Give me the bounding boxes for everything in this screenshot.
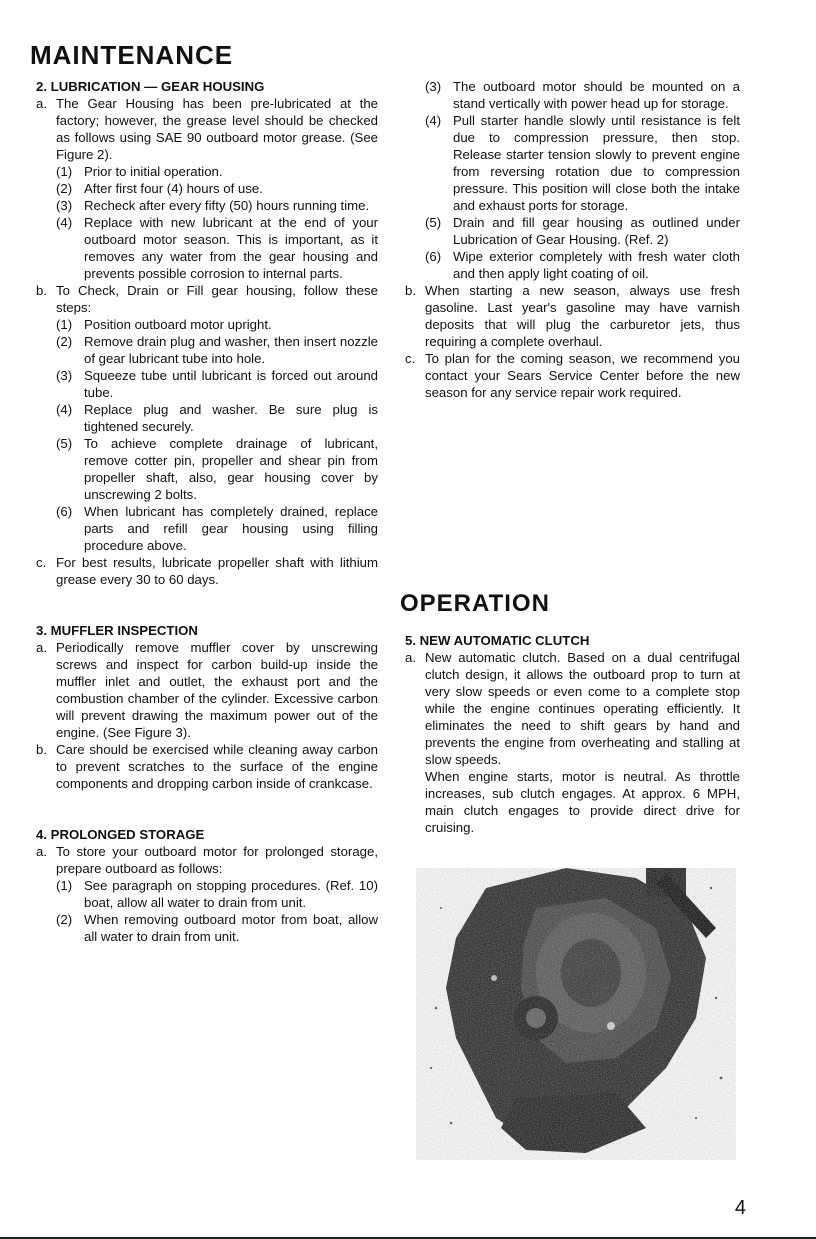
item-letter: a. [405, 650, 416, 665]
lubrication-a-subitem [36, 180, 378, 197]
storage-a-subitem [405, 78, 740, 112]
lubrication-item-c [36, 554, 378, 588]
subitem-text: See paragraph on stopping procedures. (Ref. 10) boat, allow all water to drain from unit. [84, 878, 378, 910]
subitem-text: Wipe exterior completely with fresh water cloth and then apply light coating of oil. [453, 249, 740, 281]
subitem-number: (2) [56, 912, 73, 927]
subitem-number: (1) [56, 164, 73, 179]
item-letter: c. [36, 555, 47, 570]
muffler-heading: 3. MUFFLER INSPECTION [36, 623, 198, 638]
subitem-text: The outboard motor should be mounted on a stand vertically with power head up for storage. [453, 79, 740, 111]
item-letter: a. [36, 96, 47, 111]
subitem-number: (6) [56, 504, 73, 519]
subitem-text: After first four (4) hours of use. [84, 181, 263, 196]
item-letter: a. [36, 640, 47, 655]
storage-a-subitem [36, 911, 378, 945]
item-text: New automatic clutch. Based on a dual centrifugal clutch design, it allows the outboard prop to turn at very slow speeds or even come to a complete stop while the engine continues operating efficiently. It eliminates the need to shift gears by hand and prevents the engine from overheating and stalling at slow speeds. [425, 650, 740, 767]
lubrication-b-subitem [36, 316, 378, 333]
lubrication-b-subitem [36, 503, 378, 554]
subitem-text: Squeeze tube until lubricant is forced out around tube. [84, 368, 378, 400]
lubrication-b-subitem [36, 367, 378, 401]
subitem-number: (2) [56, 334, 73, 349]
page-title: MAINTENANCE [30, 40, 234, 70]
storage-item-c [405, 350, 740, 401]
section-spacer [36, 588, 378, 622]
storage-heading: 4. PROLONGED STORAGE [36, 827, 205, 842]
left-column [36, 78, 378, 945]
right-column [405, 78, 740, 401]
operation-title: OPERATION [400, 590, 550, 617]
storage-a-subitem [405, 214, 740, 248]
item-text: When starting a new season, always use fresh gasoline. Last year's gasoline may have varnish deposits that will plug the carburetor jets, thus requiring a complete overhaul. [425, 283, 740, 349]
item-text: For best results, lubricate propeller shaft with lithium grease every 30 to 60 days. [56, 555, 378, 587]
subitem-number: (1) [56, 317, 73, 332]
subitem-number: (3) [425, 79, 442, 94]
item-text: To store your outboard motor for prolonged storage, prepare outboard as follows: [56, 844, 378, 876]
clutch-heading: 5. NEW AUTOMATIC CLUTCH [405, 633, 590, 648]
subitem-number: (3) [56, 368, 73, 383]
item-text: To Check, Drain or Fill gear housing, follow these steps: [56, 283, 378, 315]
lubrication-a-subitem [36, 163, 378, 180]
subitem-text: Prior to initial operation. [84, 164, 223, 179]
subitem-text: Drain and fill gear housing as outlined under Lubrication of Gear Housing. (Ref. 2) [453, 215, 740, 247]
subitem-text: When removing outboard motor from boat, allow all water to drain from unit. [84, 912, 378, 944]
muffler-item-a [36, 639, 378, 741]
storage-a-subitem [405, 248, 740, 282]
storage-item-b [405, 282, 740, 350]
item-letter: b. [36, 283, 47, 298]
outboard-motor-photo [416, 868, 736, 1160]
subitem-number: (2) [56, 181, 73, 196]
lubrication-a-subitem [36, 214, 378, 282]
storage-a-subitem [36, 877, 378, 911]
subitem-text: Remove drain plug and washer, then insert nozzle of gear lubricant tube into hole. [84, 334, 378, 366]
subitem-text: Recheck after every fifty (50) hours running time. [84, 198, 370, 213]
item-letter: b. [36, 742, 47, 757]
subitem-number: (1) [56, 878, 73, 893]
subitem-number: (4) [425, 113, 442, 128]
storage-a-subitem [405, 112, 740, 214]
lubrication-heading: 2. LUBRICATION — GEAR HOUSING [36, 79, 265, 94]
subitem-text: To achieve complete drainage of lubricant, remove cotter pin, propeller and shear pin from propeller shaft, also, gear housing cover by unscrewing 2 bolts. [84, 436, 378, 502]
muffler-item-b [36, 741, 378, 792]
item-letter: c. [405, 351, 416, 366]
clutch-item-a [405, 649, 740, 836]
lubrication-b-subitem [36, 333, 378, 367]
item-text: To plan for the coming season, we recommend you contact your Sears Service Center before the new season for any service repair work required. [425, 351, 740, 400]
subitem-text: Pull starter handle slowly until resistance is felt due to compression pressure, then stop. Release starter tension slowly to prevent engine from reversing rotation due to compression pressure. This position will close both the intake and exhaust ports for storage. [453, 113, 740, 213]
item-letter: a. [36, 844, 47, 859]
subitem-text: Replace with new lubricant at the end of your outboard motor season. This is important, as it removes any water from the gear housing and prevents possible corrosion to internal parts. [84, 215, 378, 281]
item-text: When engine starts, motor is neutral. As throttle increases, sub clutch engages. At approx. 6 MPH, main clutch engages to provide direct drive for cruising. [425, 769, 740, 835]
item-text: Periodically remove muffler cover by unscrewing screws and inspect for carbon build-up inside the muffler inlet and outlet, the exhaust port and the combustion chamber of the cylinder. Excessive carbon will prevent drawing the maximum power out of the engine. (See Figure 3). [56, 640, 378, 740]
subitem-number: (5) [56, 436, 73, 451]
item-text: Care should be exercised while cleaning away carbon to prevent scratches to the surface of the engine components and dropping carbon inside of crankcase. [56, 742, 378, 791]
item-text: The Gear Housing has been pre-lubricated at the factory; however, the grease level should be checked as follows using SAE 90 outboard motor grease. (See Figure 2). [56, 96, 378, 162]
section-spacer [36, 792, 378, 826]
clutch-column [405, 632, 740, 836]
lubrication-item-a [36, 95, 378, 163]
subitem-number: (6) [425, 249, 442, 264]
subitem-number: (4) [56, 402, 73, 417]
subitem-number: (5) [425, 215, 442, 230]
subitem-number: (3) [56, 198, 73, 213]
page-number: 4 [734, 1197, 746, 1219]
subitem-text: Replace plug and washer. Be sure plug is tightened securely. [84, 402, 378, 434]
subitem-number: (4) [56, 215, 73, 230]
lubrication-item-b [36, 282, 378, 316]
lubrication-b-subitem [36, 401, 378, 435]
storage-item-a [36, 843, 378, 877]
subitem-text: Position outboard motor upright. [84, 317, 272, 332]
lubrication-a-subitem [36, 197, 378, 214]
subitem-text: When lubricant has completely drained, replace parts and refill gear housing using filling procedure above. [84, 504, 378, 553]
item-letter: b. [405, 283, 416, 298]
lubrication-b-subitem [36, 435, 378, 503]
